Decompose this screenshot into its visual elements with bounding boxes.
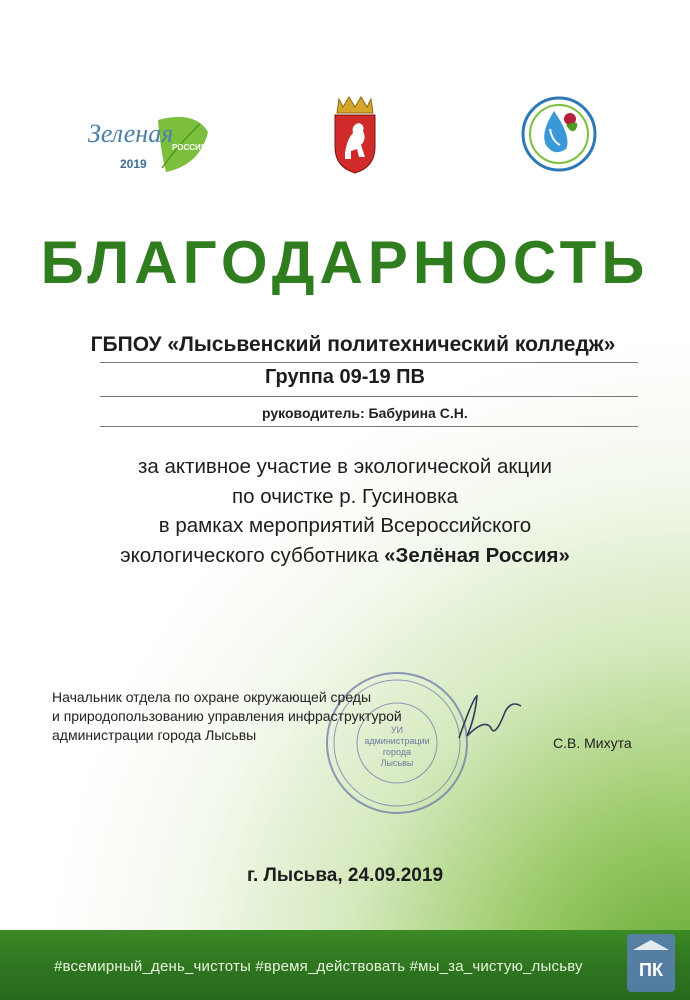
body-line-prefix: экологического субботника (120, 543, 385, 567)
svg-text:города: города (382, 747, 412, 757)
logo-wordmark: Зеленая (88, 119, 174, 148)
svg-text:Лысьвы: Лысьвы (380, 758, 414, 768)
divider-line (100, 362, 638, 363)
handwritten-signature (455, 688, 525, 758)
logo-year: 2019 (120, 157, 147, 171)
corner-logo-text: ПК (639, 960, 663, 980)
eco-emblem-icon (520, 95, 598, 173)
group-name: Группа 09-19 ПВ (264, 366, 426, 388)
footer-hashtags: #всемирный_день_чистоты #время_действовать #мы_за_чистую_лысьву (54, 958, 583, 975)
body-line: за активное участие в экологической акции (138, 455, 552, 478)
event-name: «Зелёная Россия» (384, 543, 570, 567)
signatory-name: С.В. Михута (553, 735, 632, 751)
position-line: и природопользованию управления инфраструктурой (52, 708, 402, 724)
body-line: по очистке р. Гусиновка (232, 484, 458, 508)
body-line: в рамках мероприятий Всероссийского (158, 514, 532, 537)
logo-sub: РОССИЯ (172, 143, 207, 152)
place-date: г. Лысьва, 24.09.2019 (246, 865, 444, 886)
divider-line (100, 426, 638, 427)
leader-name: руководитель: Бабурина С.Н. (262, 405, 468, 421)
certificate-body (0, 452, 690, 570)
position-line: Начальник отдела по охране окружающей среды (52, 689, 372, 705)
zelenaya-rossiya-logo (80, 110, 210, 185)
certificate-title: БЛАГОДАРНОСТЬ (40, 229, 650, 296)
organization-name: ГБПОУ «Лысьвенский политехнический колледж» (90, 333, 616, 356)
college-corner-logo-icon (625, 932, 677, 994)
coat-of-arms-icon (331, 95, 379, 175)
body-line (0, 541, 690, 571)
svg-text:администрации: администрации (364, 736, 430, 746)
signatory-position (52, 688, 402, 745)
divider-line (100, 396, 638, 397)
svg-text:УИ: УИ (390, 725, 404, 735)
position-line: администрации города Лысьвы (52, 727, 257, 743)
